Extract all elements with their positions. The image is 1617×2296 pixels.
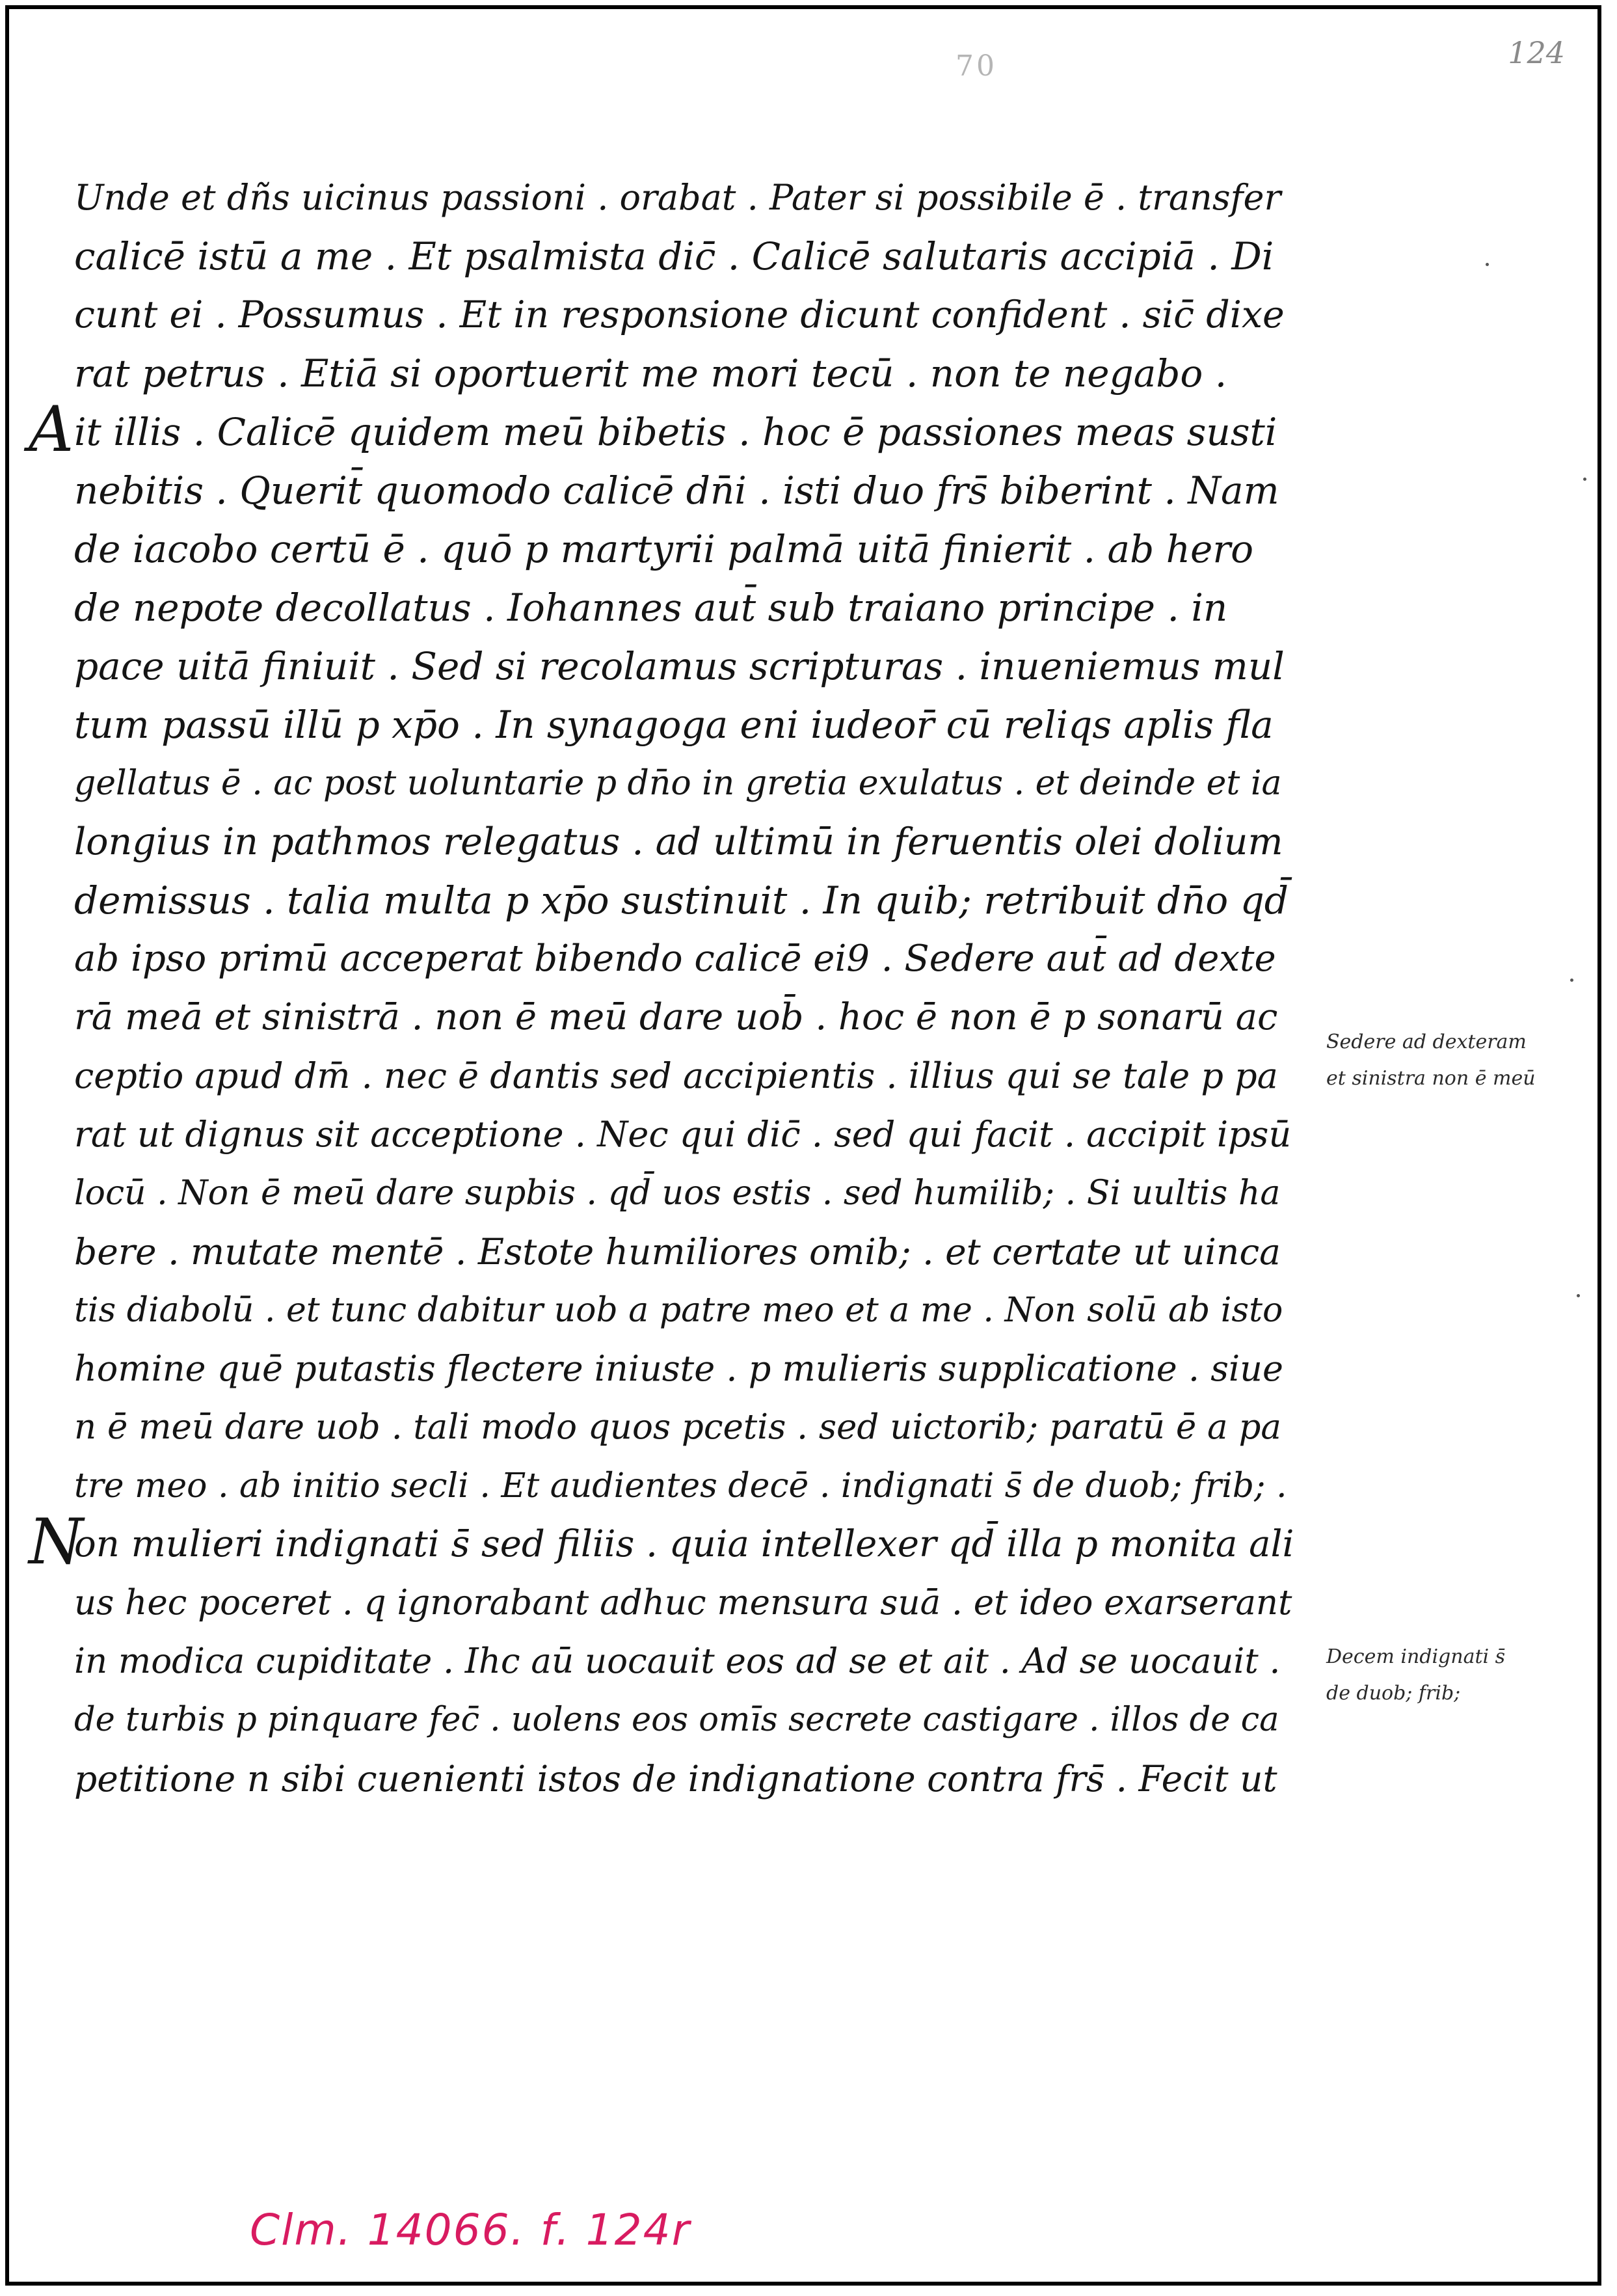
text-line: de turbis p pinquare fec̄ . uolens eos omīs secrete castigare . illos de ca — [74, 1701, 1279, 1739]
text-line: us hec poceret . q ignorabant adhuc mensura suā . et ideo exarserant — [74, 1583, 1292, 1623]
text-line: demissus . talia multa p xp̄o sustinuit . In quib; retribuit dn̄o qd̄ — [74, 878, 1289, 923]
text-line: ceptio apud dm̄ . nec ē dantis sed accipientis . illius qui se tale p pa — [74, 1055, 1278, 1096]
folio-number: 124 — [1508, 35, 1565, 70]
marginal-initial-letter: A — [29, 393, 74, 466]
ink-speck — [1570, 979, 1573, 982]
margin-note-decem — [1326, 1639, 1599, 1712]
ink-speck — [1583, 478, 1586, 481]
text-line: petitione n sibi cuenienti istos de indignatione contra frs̄ . Fecit ut — [74, 1758, 1277, 1800]
text-line: on mulieri indignati s̄ sed filiis . quia intellexer qd̄ illa p monita ali — [74, 1523, 1294, 1565]
text-line: calicē istū a me . Et psalmista dic̄ . Calicē salutaris accipiā . Di — [74, 234, 1274, 278]
text-line: pace uitā finiuit . Sed si recolamus scripturas . inueniemus mul — [74, 644, 1285, 688]
text-line: it illis . Calicē quidem meū bibetis . hoc ē passiones meas susti — [74, 410, 1277, 454]
text-line: longius in pathmos relegatus . ad ultimū in feruentis olei dolium — [74, 820, 1283, 863]
text-line: n ē meū dare uob . tali modo quos pcetis . sed uictorib; paratū ē a pa — [74, 1407, 1282, 1447]
ink-speck — [1577, 1294, 1580, 1297]
ink-speck — [1486, 263, 1489, 266]
text-line: de nepote decollatus . Iohannes aut̄ sub traiano principe . in — [74, 586, 1228, 630]
main-text-block — [9, 9, 1597, 2282]
text-line: Unde et dñs uicinus passioni . orabat . Pater si possibile ē . transfer — [74, 177, 1281, 218]
marginal-initial-letter: N — [29, 1506, 83, 1578]
library-shelfmark: Clm. 14066. f. 124r — [250, 2205, 691, 2255]
text-line: rat petrus . Etiā si oportuerit me mori tecū . non te negabo . — [74, 351, 1227, 396]
text-line: ab ipso primū acceperat bibendo calicē ei9 . Sedere aut̄ ad dexte — [74, 938, 1276, 980]
text-line: rā meā et sinistrā . non ē meū dare uob̄ . hoc ē non ē p sonarū ac — [74, 996, 1278, 1038]
manuscript-page — [5, 5, 1601, 2286]
margin-note-line: Decem indignati s̄ — [1326, 1645, 1506, 1668]
text-line: tis diabolū . et tunc dabitur uob a patre meo et a me . Non solū ab isto — [74, 1291, 1283, 1330]
text-line: rat ut dignus sit acceptione . Nec qui dic̄ . sed qui facit . accipit ipsū — [74, 1114, 1292, 1155]
margin-note-line: de duob; frib; — [1326, 1682, 1461, 1705]
text-line: nebitis . Querit̄ quomodo calicē dn̄i . isti duo frs̄ biberint . Nam — [74, 468, 1279, 513]
text-line: de iacobo certū ē . quō p martyrii palmā uitā finierit . ab hero — [74, 527, 1253, 571]
text-line: tre meo . ab initio secli . Et audientes decē . indignati s̄ de duob; frib; . — [74, 1466, 1287, 1506]
text-line: cunt ei . Possumus . Et in responsione dicunt confident . sic̄ dixe — [74, 293, 1285, 336]
margin-note-line: et sinistra non ē meū — [1326, 1067, 1536, 1090]
text-line: homine quē putastis flectere iniuste . p mulieris supplicatione . siue — [74, 1348, 1283, 1389]
text-line: bere . mutate mentē . Estote humiliores omib; . et certate ut uinca — [74, 1231, 1281, 1273]
text-line: tum passū illū p xp̄o . In synagoga eni iudeor̄ cū reliqs aplis fla — [74, 703, 1274, 747]
top-stamp: 70 — [956, 49, 997, 83]
margin-note-line: Sedere ad dexteram — [1326, 1031, 1527, 1053]
text-line: locū . Non ē meū dare supbis . qd̄ uos estis . sed humilib; . Si uultis ha — [74, 1174, 1281, 1213]
text-line: in modica cupiditate . Ihc aū uocauit eos ad se et ait . Ad se uocauit . — [74, 1641, 1281, 1681]
margin-note-sedere — [1326, 1024, 1599, 1097]
text-line: gellatus ē . ac post uoluntarie p dn̄o in gretia exulatus . et deinde et ia — [74, 764, 1282, 803]
